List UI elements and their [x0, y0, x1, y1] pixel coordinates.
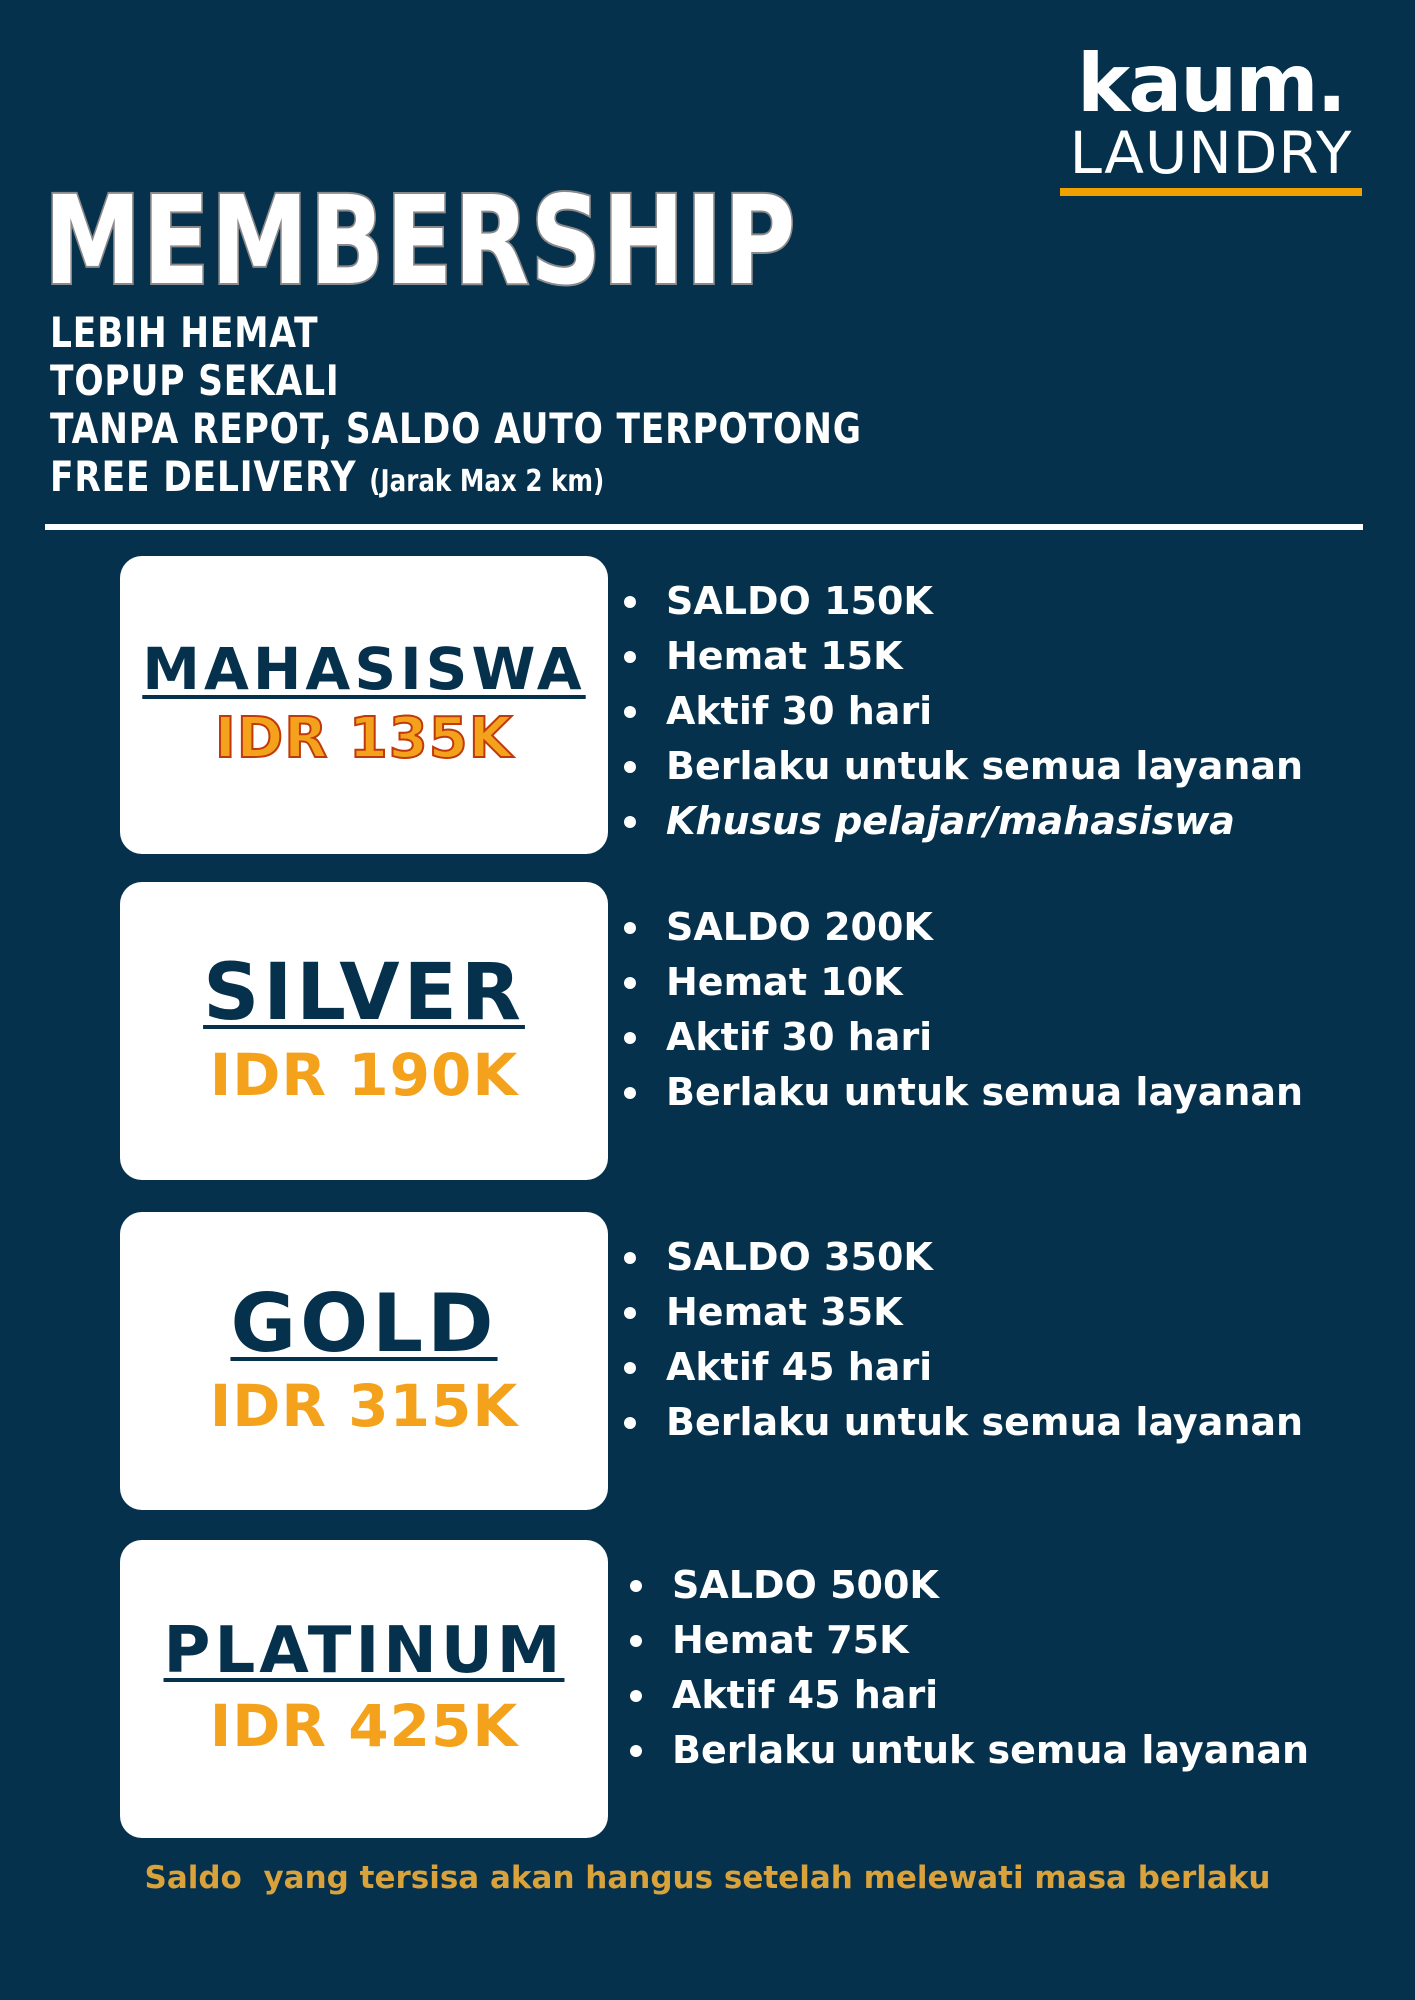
feature-item: Hemat 10K: [620, 955, 1303, 1010]
feature-item: Aktif 30 hari: [620, 684, 1303, 739]
feature-item: Aktif 30 hari: [620, 1010, 1303, 1065]
benefit-text: TANPA REPOT, SALDO AUTO TERPOTONG: [50, 404, 862, 453]
tier-card: [120, 1540, 608, 1838]
tier-card: [120, 556, 608, 854]
feature-item: Berlaku untuk semua layanan: [620, 1065, 1303, 1120]
tier-mahasiswa: [120, 556, 1320, 854]
tier-name: GOLD: [230, 1277, 498, 1370]
benefit-text: TOPUP SEKALI: [50, 356, 340, 405]
tier-features: [620, 900, 1303, 1120]
benefit-item: [50, 452, 862, 500]
benefit-item: [50, 308, 862, 356]
brand-underline: [1060, 188, 1362, 196]
tier-silver: [120, 882, 1320, 1180]
feature-item: Aktif 45 hari: [620, 1340, 1303, 1395]
benefit-text: LEBIH HEMAT: [50, 308, 319, 357]
tier-features: [620, 574, 1303, 849]
feature-item: Berlaku untuk semua layanan: [626, 1723, 1309, 1778]
divider: [45, 524, 1363, 530]
feature-item: SALDO 350K: [620, 1230, 1303, 1285]
feature-item: Hemat 15K: [620, 629, 1303, 684]
tier-features: [626, 1558, 1309, 1778]
feature-item: Khusus pelajar/mahasiswa: [620, 794, 1303, 849]
brand-logo: [1060, 37, 1362, 196]
tier-price: IDR 190K: [209, 1040, 519, 1109]
tier-price: IDR 425K: [209, 1691, 519, 1760]
tier-price: IDR 135K: [214, 705, 514, 771]
feature-item: SALDO 500K: [626, 1558, 1309, 1613]
feature-item: SALDO 200K: [620, 900, 1303, 955]
feature-item: Berlaku untuk semua layanan: [620, 1395, 1303, 1450]
benefit-item: [50, 404, 862, 452]
feature-item: Hemat 75K: [626, 1613, 1309, 1668]
brand-subtitle: LAUNDRY: [1069, 119, 1353, 187]
feature-item: Hemat 35K: [620, 1285, 1303, 1340]
footer-note: Saldo yang tersisa akan hangus setelah melewati masa berlaku: [144, 1860, 1271, 1896]
tier-price: IDR 315K: [209, 1372, 519, 1440]
tier-gold: [120, 1212, 1320, 1510]
feature-item: Berlaku untuk semua layanan: [620, 739, 1303, 794]
tier-card: [120, 882, 608, 1180]
feature-item: SALDO 150K: [620, 574, 1303, 629]
tier-name: MAHASISWA: [142, 635, 586, 704]
tier-features: [620, 1230, 1303, 1450]
delivery-note: (Jarak Max 2 km): [369, 464, 605, 499]
brand-name: kaum.: [1077, 37, 1345, 130]
tier-name: PLATINUM: [163, 1614, 565, 1689]
benefit-item: [50, 356, 862, 404]
feature-item: Aktif 45 hari: [626, 1668, 1309, 1723]
benefit-text: FREE DELIVERY: [50, 452, 357, 501]
page-title: MEMBERSHIP: [44, 170, 797, 312]
tier-name: SILVER: [203, 948, 525, 1039]
benefit-list: [50, 308, 1040, 500]
tier-card: [120, 1212, 608, 1510]
tier-platinum: [120, 1540, 1320, 1838]
